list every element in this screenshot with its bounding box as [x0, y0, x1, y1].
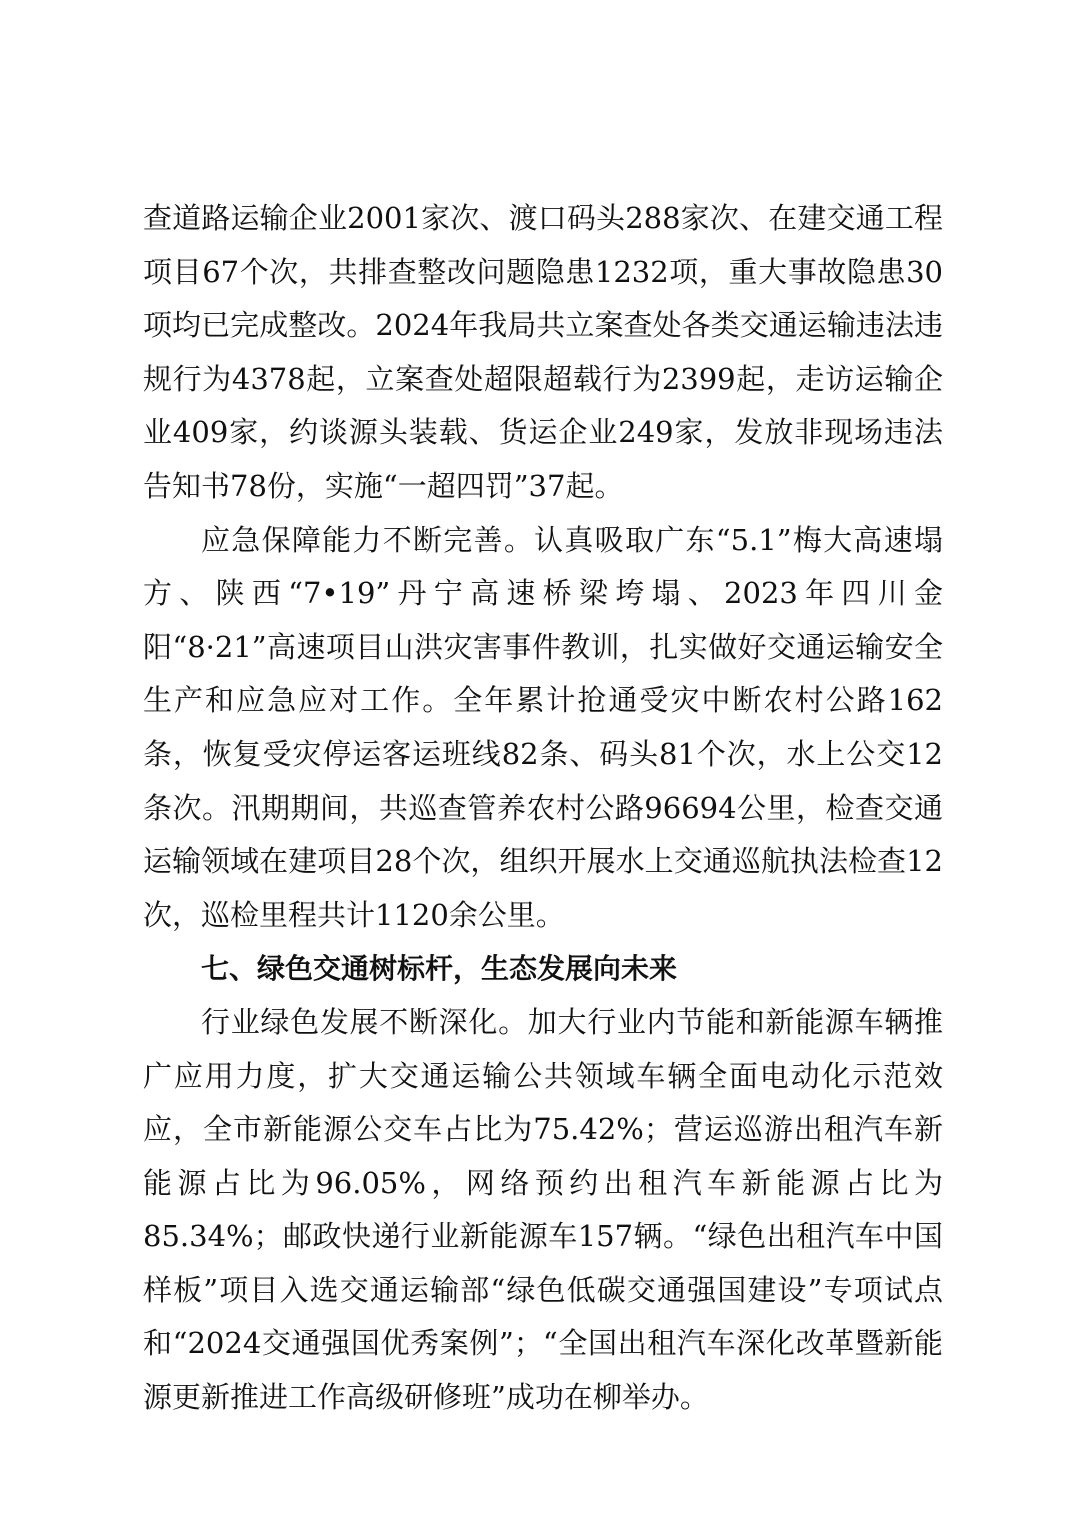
body-paragraph-emergency: 应急保障能力不断完善。认真吸取广东“5.1”梅大高速塌方、陕西“7•19”丹宁高速桥梁垮塌、2023年四川金阳“8·21”高速项目山洪灾害事件教训，扎实做好交通运输安全生产和应急应对工作。全年累计抢通受灾中断农村公路162条，恢复受灾停运客运班线82条、码头81个次，水上公交12条次。汛期期间，共巡查管养农村公路96694公里，检查交通运输领域在建项目28个次，组织开展水上交通巡航执法检查12次，巡检里程共计1120余公里。	[143, 522, 943, 932]
body-paragraph-continued: 查道路运输企业2001家次、渡口码头288家次、在建交通工程项目67个次，共排查整改问题隐患1232项，重大事故隐患30项均已完成整改。2024年我局共立案查处各类交通运输违法违规行为4378起，立案查处超限超载行为2399起，走访运输企业409家，约谈源头装载、货运企业249家，发放非现场违法告知书78份，实施“一超四罚”37起。	[143, 201, 943, 503]
section-heading: 七、绿色交通树标杆，生态发展向未来	[201, 952, 678, 986]
document-body	[143, 192, 943, 1425]
body-paragraph-green: 行业绿色发展不断深化。加大行业内节能和新能源车辆推广应用力度，扩大交通运输公共领域车辆全面电动化示范效应，全市新能源公交车占比为75.42%；营运巡游出租汽车新能源占比为96.05%，网络预约出租汽车新能源占比为85.34%；邮政快递行业新能源车157辆。“绿色出租汽车中国样板”项目入选交通运输部“绿色低碳交通强国建设”专项试点和“2024交通强国优秀案例”；“全国出租汽车深化改革暨新能源更新推进工作高级研修班”成功在柳举办。	[143, 1004, 943, 1415]
